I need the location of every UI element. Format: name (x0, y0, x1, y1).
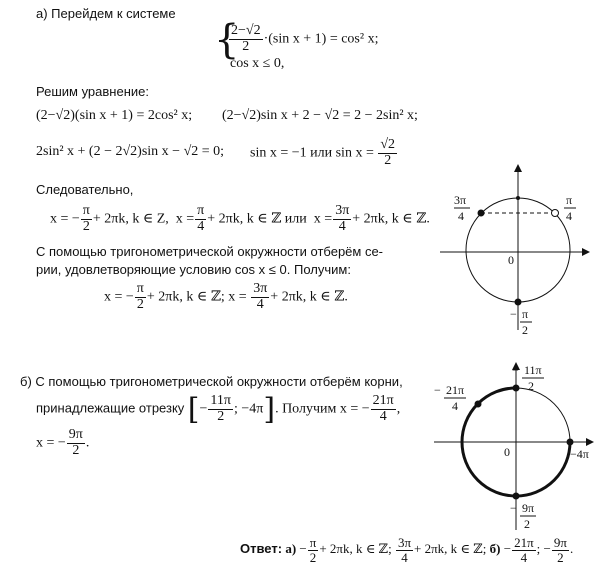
point-pi-4 (552, 210, 559, 217)
x-axis-arrow (582, 248, 590, 256)
label-11pi-den: 2 (528, 379, 534, 393)
label-pi: π (566, 193, 573, 207)
label-3pi: 3π (454, 193, 467, 207)
label-pi-bottom: π (522, 307, 529, 321)
y-axis-arrow (514, 164, 522, 172)
result-line: x = − $\frac{\pi}{2}$ + 2πk, k ∈ ℤ; x = $\frac{3\pi}{4}$ + 2πk, k ∈ ℤ. (104, 281, 348, 312)
label-minus: − (510, 307, 517, 321)
system-equation-1: $\frac{2-√2}{2}$ ·(sin x + 1) = cos² x; (231, 23, 379, 54)
system-equation-2: cos x ≤ 0, (230, 56, 285, 71)
x-axis-arrow (586, 438, 594, 446)
label-3pi-den: 4 (458, 209, 464, 223)
label-21pi: 21π (446, 383, 465, 397)
label-zero: 0 (504, 445, 510, 459)
label-zero: 0 (508, 253, 514, 267)
label-minus-top: − (512, 363, 519, 377)
part-b-root-2: x = − $\frac{9\pi}{2}$ . (36, 427, 90, 458)
point-top (516, 196, 520, 200)
select-text-2: рии, удовлетворяющие условию cos x ≤ 0. Получим: (36, 262, 351, 277)
select-text-1: С помощью тригонометрической окружности отберём се- (36, 244, 384, 259)
system-brace: { (214, 17, 240, 63)
label-pi-den: 4 (566, 209, 572, 223)
point-3pi-4 (478, 210, 485, 217)
answer-line: Ответ: а) − $\frac{\pi}{2}$ + 2πk, k ∈ ℤ; $\frac{3\pi}{4}$ + 2πk, k ∈ ℤ; б) − $\frac{21\pi}{4}$ ; − $\frac{9\pi}{2}$ . (240, 535, 574, 565)
equation-line-1a: (2−√2)(sin x + 1) = 2cos² x; (36, 108, 193, 123)
series-line: x = − $\frac{\pi}{2}$ + 2πk, k ∈ Z, x = $\frac{\pi}{4}$ + 2πk, k ∈ ℤ или x = $\frac{3\pi}{4}$ + 2πk, k ∈ ℤ. (50, 203, 430, 234)
point-11pi-2 (513, 385, 520, 392)
trig-circle-a (430, 160, 590, 340)
label-11pi: 11π (524, 363, 542, 377)
label-9pi: 9π (522, 501, 535, 515)
therefore-text: Следовательно, (36, 182, 134, 197)
label-pi-bottom-den: 2 (522, 323, 528, 337)
trig-circle-b (420, 362, 600, 534)
label-9pi-den: 2 (524, 517, 530, 531)
part-b-text-2: принадлежащие отрезку [− $\frac{11\pi}{2}$ ; −4π]. Получим x = − $\frac{21\pi}{4}$ , (36, 392, 401, 427)
part-b-text-1: б) С помощью тригонометрической окружности отберём корни, (20, 374, 403, 389)
solve-heading: Решим уравнение: (36, 84, 149, 99)
point-minus-pi-2 (515, 299, 522, 306)
point-21pi-4 (475, 401, 482, 408)
label-minus-left: − (434, 383, 441, 397)
equation-line-1b: (2−√2)sin x + 2 − √2 = 2 − 2sin² x; (222, 108, 418, 123)
equation-line-2b: sin x = −1 или sin x = $\frac{√2}{2}$ (250, 137, 396, 168)
point-minus-4pi (567, 439, 574, 446)
label-minus-bottom: − (510, 501, 517, 515)
point-9pi-2 (513, 493, 520, 500)
equation-line-2a: 2sin² x + (2 − 2√2)sin x − √2 = 0; (36, 144, 225, 159)
part-a-intro: а) Перейдем к системе (36, 6, 176, 21)
label-21pi-den: 4 (452, 399, 458, 413)
label-minus-4pi: −4π (570, 447, 589, 461)
